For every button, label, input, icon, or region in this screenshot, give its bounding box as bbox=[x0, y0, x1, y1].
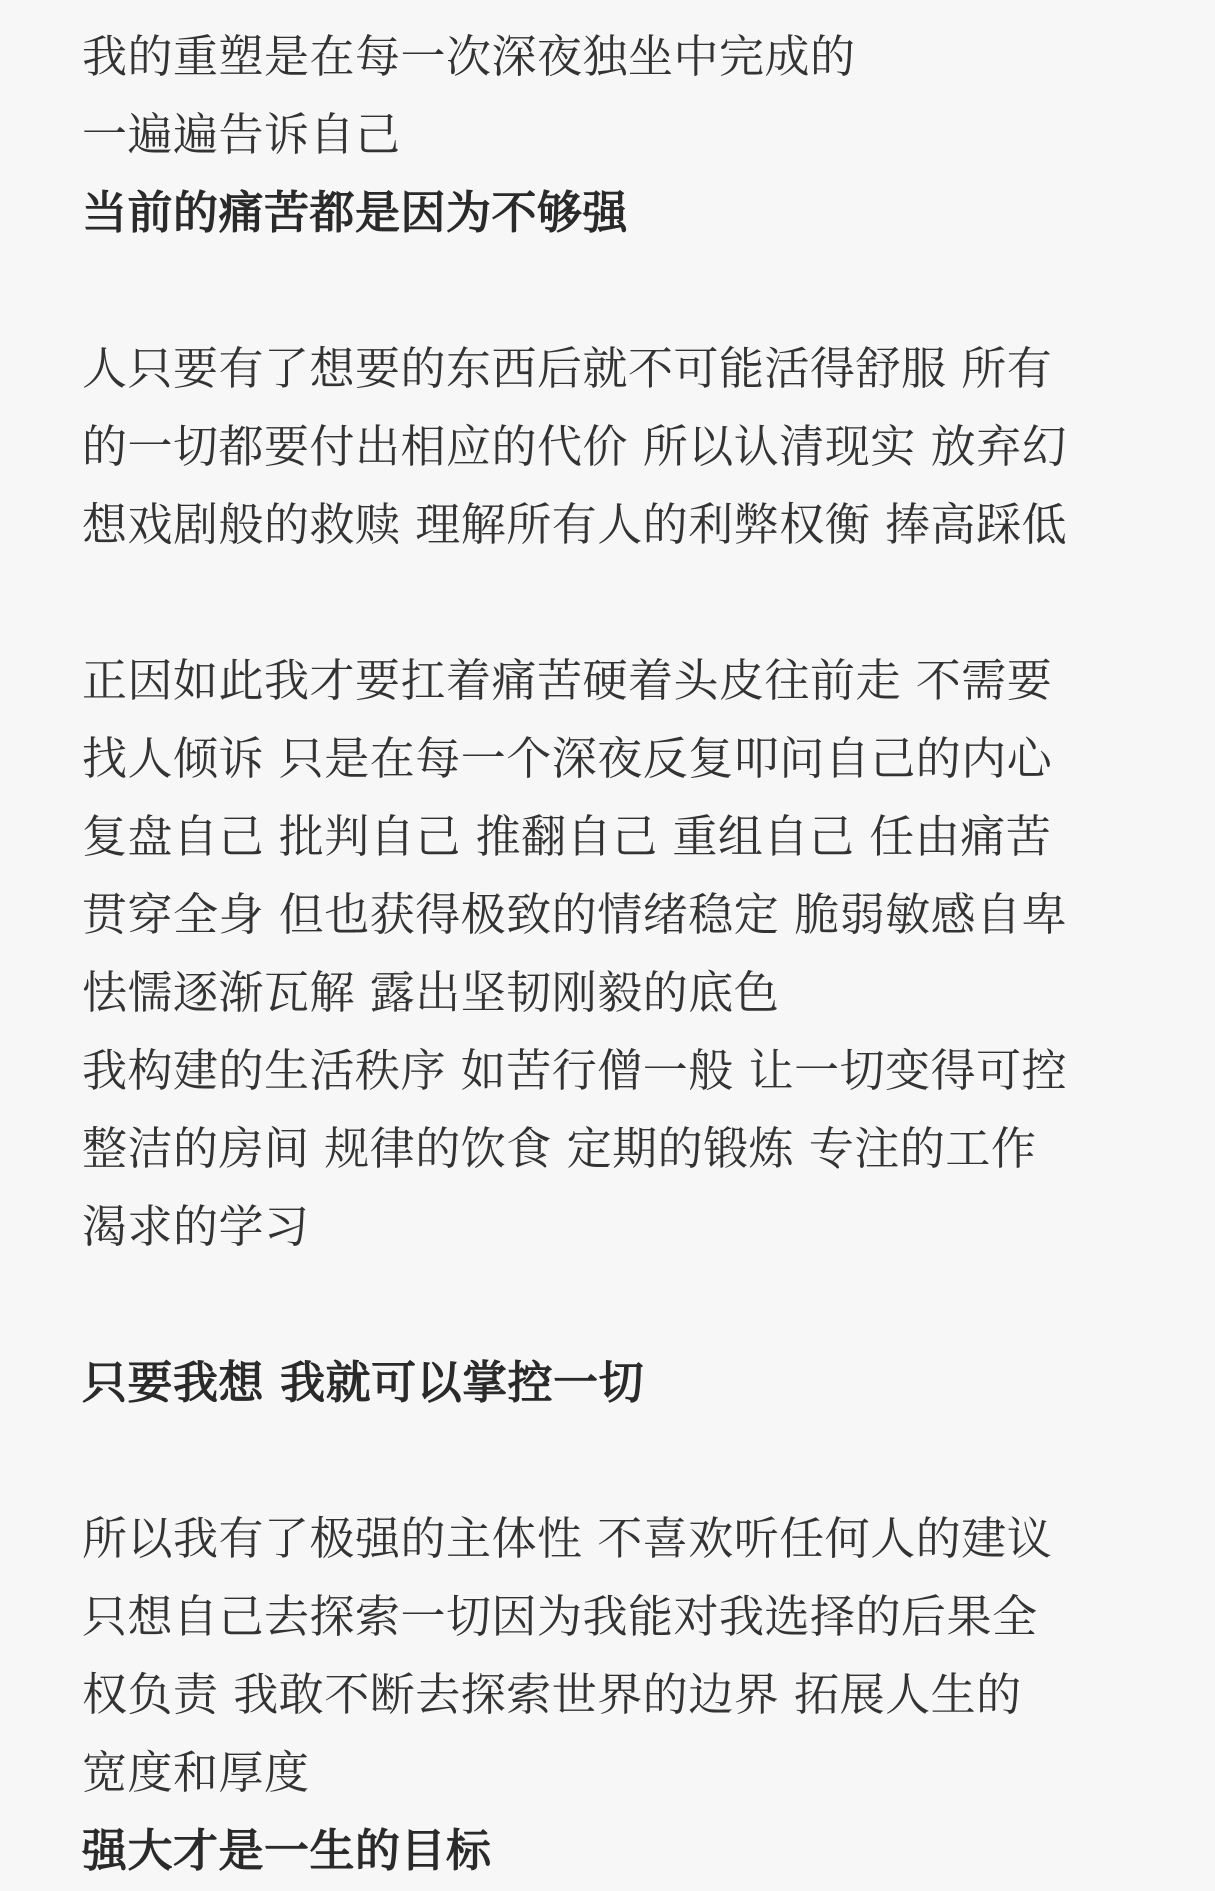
text-line: 所以我有了极强的主体性 不喜欢听任何人的建议 bbox=[82, 1512, 1053, 1565]
bold-statement: 只要我想 我就可以掌控一切 bbox=[82, 1356, 645, 1409]
text-line: 复盘自己 批判自己 推翻自己 重组自己 任由痛苦 bbox=[82, 810, 1052, 863]
text-line: 只想自己去探索一切因为我能对我选择的后果全 bbox=[82, 1590, 1038, 1643]
text-line: 整洁的房间 规律的饮食 定期的锻炼 专注的工作 bbox=[82, 1122, 1037, 1175]
text-line: 我的重塑是在每一次深夜独坐中完成的 bbox=[82, 30, 856, 83]
text-line: 找人倾诉 只是在每一个深夜反复叩问自己的内心 bbox=[82, 732, 1053, 785]
article-body bbox=[82, 18, 1182, 1890]
text-line: 渴求的学习 bbox=[82, 1200, 310, 1253]
text-line: 正因如此我才要扛着痛苦硬着头皮往前走 不需要 bbox=[82, 654, 1053, 707]
text-line: 想戏剧般的救赎 理解所有人的利弊权衡 捧高踩低 bbox=[82, 498, 1068, 551]
paragraph-gap bbox=[82, 1422, 1182, 1500]
paragraph-gap bbox=[82, 564, 1182, 642]
bold-statement: 强大才是一生的目标 bbox=[82, 1824, 492, 1877]
paragraph-gap bbox=[82, 252, 1182, 330]
text-line: 怯懦逐渐瓦解 露出坚韧刚毅的底色 bbox=[82, 966, 780, 1019]
text-line: 我构建的生活秩序 如苦行僧一般 让一切变得可控 bbox=[82, 1044, 1068, 1097]
paragraph-gap bbox=[82, 1266, 1182, 1344]
text-line: 的一切都要付出相应的代价 所以认清现实 放弃幻 bbox=[82, 420, 1068, 473]
text-line: 贯穿全身 但也获得极致的情绪稳定 脆弱敏感自卑 bbox=[82, 888, 1068, 941]
text-line: 宽度和厚度 bbox=[82, 1746, 310, 1799]
text-line: 权负责 我敢不断去探索世界的边界 拓展人生的 bbox=[82, 1668, 1022, 1721]
text-line: 一遍遍告诉自己 bbox=[82, 108, 401, 161]
bold-statement: 当前的痛苦都是因为不够强 bbox=[82, 186, 629, 239]
text-line: 人只要有了想要的东西后就不可能活得舒服 所有 bbox=[82, 342, 1053, 395]
